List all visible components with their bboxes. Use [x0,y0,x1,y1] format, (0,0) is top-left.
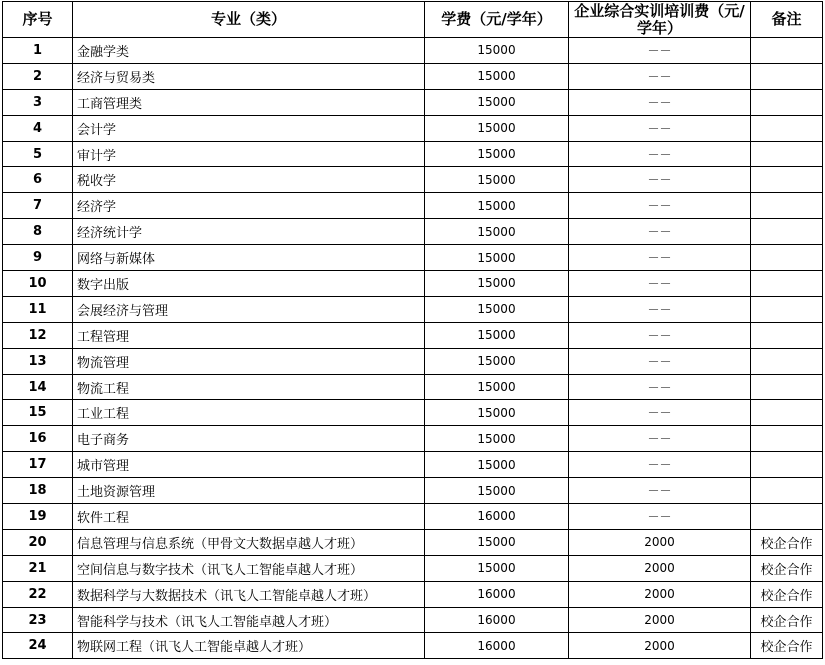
cell-remark[interactable] [751,193,823,219]
cell-remark[interactable] [751,167,823,193]
table-row [3,141,823,167]
cell-training-fee[interactable]: 2000 [569,581,751,607]
header-no[interactable]: 序号 [3,2,73,38]
cell-no[interactable]: 18 [3,478,73,504]
cell-training-fee[interactable]: 2000 [569,633,751,659]
cell-major[interactable]: 工程管理 [73,322,425,348]
cell-major[interactable]: 经济与贸易类 [73,63,425,89]
cell-training-fee[interactable]: －－ [569,167,751,193]
cell-major[interactable]: 土地资源管理 [73,478,425,504]
table-row [3,452,823,478]
cell-no[interactable]: 16 [3,426,73,452]
table-row [3,38,823,64]
cell-fee[interactable]: 15000 [425,245,569,271]
table-row [3,115,823,141]
cell-fee[interactable]: 15000 [425,426,569,452]
cell-remark[interactable] [751,322,823,348]
cell-major[interactable]: 工商管理类 [73,89,425,115]
cell-major[interactable]: 软件工程 [73,504,425,530]
header-fee[interactable]: 学费（元/学年） [425,2,569,38]
cell-major[interactable]: 信息管理与信息系统（甲骨文大数据卓越人才班） [73,529,425,555]
table-header [3,2,823,38]
cell-remark[interactable]: 校企合作 [751,607,823,633]
table-row [3,63,823,89]
cell-remark[interactable] [751,426,823,452]
cell-fee[interactable]: 15000 [425,374,569,400]
cell-fee[interactable]: 15000 [425,478,569,504]
cell-remark[interactable] [751,400,823,426]
cell-fee[interactable]: 16000 [425,581,569,607]
cell-major[interactable]: 空间信息与数字技术（讯飞人工智能卓越人才班） [73,555,425,581]
table-row [3,89,823,115]
cell-major[interactable]: 税收学 [73,167,425,193]
cell-training-fee[interactable]: 2000 [569,555,751,581]
cell-no[interactable]: 9 [3,245,73,271]
cell-remark[interactable]: 校企合作 [751,633,823,659]
cell-no[interactable]: 12 [3,322,73,348]
table-row [3,296,823,322]
cell-no[interactable]: 4 [3,115,73,141]
cell-training-fee[interactable]: －－ [569,89,751,115]
cell-fee[interactable]: 15000 [425,115,569,141]
table-row [3,374,823,400]
cell-no[interactable]: 13 [3,348,73,374]
cell-remark[interactable] [751,271,823,297]
cell-no[interactable]: 5 [3,141,73,167]
cell-training-fee[interactable]: －－ [569,193,751,219]
cell-training-fee[interactable]: －－ [569,63,751,89]
cell-remark[interactable]: 校企合作 [751,555,823,581]
cell-no[interactable]: 19 [3,504,73,530]
cell-training-fee[interactable]: 2000 [569,529,751,555]
cell-training-fee[interactable]: －－ [569,400,751,426]
cell-training-fee[interactable]: －－ [569,38,751,64]
cell-remark[interactable] [751,478,823,504]
table-row [3,400,823,426]
table-row [3,581,823,607]
cell-fee[interactable]: 16000 [425,607,569,633]
cell-remark[interactable] [751,141,823,167]
table-row [3,426,823,452]
cell-no[interactable]: 24 [3,633,73,659]
cell-no[interactable]: 10 [3,271,73,297]
cell-fee[interactable]: 15000 [425,219,569,245]
table-row [3,555,823,581]
cell-fee[interactable]: 15000 [425,555,569,581]
header-training-fee[interactable]: 企业综合实训培训费（元/学年） [569,2,751,38]
cell-no[interactable]: 15 [3,400,73,426]
cell-major[interactable]: 城市管理 [73,452,425,478]
table-row [3,348,823,374]
cell-no[interactable]: 8 [3,219,73,245]
cell-no[interactable]: 17 [3,452,73,478]
cell-major[interactable]: 智能科学与技术（讯飞人工智能卓越人才班） [73,607,425,633]
header-remark[interactable]: 备注 [751,2,823,38]
cell-no[interactable]: 11 [3,296,73,322]
cell-major[interactable]: 数据科学与大数据技术（讯飞人工智能卓越人才班） [73,581,425,607]
cell-fee[interactable]: 15000 [425,271,569,297]
header-row [3,2,823,38]
cell-remark[interactable] [751,504,823,530]
cell-fee[interactable]: 15000 [425,38,569,64]
cell-fee[interactable]: 15000 [425,452,569,478]
table-row [3,529,823,555]
cell-fee[interactable]: 15000 [425,322,569,348]
cell-major[interactable]: 会计学 [73,115,425,141]
table-row [3,193,823,219]
cell-training-fee[interactable]: －－ [569,141,751,167]
cell-no[interactable]: 3 [3,89,73,115]
cell-training-fee[interactable]: －－ [569,296,751,322]
cell-remark[interactable] [751,296,823,322]
header-major[interactable]: 专业（类） [73,2,425,38]
table-row [3,478,823,504]
cell-no[interactable]: 1 [3,38,73,64]
cell-major[interactable]: 经济学 [73,193,425,219]
cell-fee[interactable]: 15000 [425,141,569,167]
cell-remark[interactable] [751,115,823,141]
cell-remark[interactable] [751,219,823,245]
cell-major[interactable]: 物联网工程（讯飞人工智能卓越人才班） [73,633,425,659]
cell-major[interactable]: 工业工程 [73,400,425,426]
cell-no[interactable]: 6 [3,167,73,193]
cell-no[interactable]: 2 [3,63,73,89]
cell-major[interactable]: 金融学类 [73,38,425,64]
cell-training-fee[interactable]: －－ [569,374,751,400]
cell-major[interactable]: 经济统计学 [73,219,425,245]
cell-fee[interactable]: 15000 [425,348,569,374]
cell-fee[interactable]: 16000 [425,633,569,659]
cell-training-fee[interactable]: 2000 [569,607,751,633]
cell-no[interactable]: 7 [3,193,73,219]
cell-training-fee[interactable]: －－ [569,348,751,374]
cell-fee[interactable]: 15000 [425,89,569,115]
cell-major[interactable]: 审计学 [73,141,425,167]
table-row [3,271,823,297]
cell-no[interactable]: 23 [3,607,73,633]
cell-no[interactable]: 21 [3,555,73,581]
cell-major[interactable]: 物流管理 [73,348,425,374]
cell-no[interactable]: 20 [3,529,73,555]
cell-fee[interactable]: 15000 [425,529,569,555]
table-row [3,607,823,633]
cell-fee[interactable]: 15000 [425,193,569,219]
cell-training-fee[interactable]: －－ [569,245,751,271]
cell-training-fee[interactable]: －－ [569,271,751,297]
cell-remark[interactable] [751,348,823,374]
cell-remark[interactable] [751,89,823,115]
tuition-fee-table [2,1,823,659]
cell-major[interactable]: 网络与新媒体 [73,245,425,271]
cell-no[interactable]: 22 [3,581,73,607]
table-row [3,245,823,271]
table-row [3,322,823,348]
cell-training-fee[interactable]: －－ [569,219,751,245]
cell-remark[interactable]: 校企合作 [751,529,823,555]
table-row [3,167,823,193]
cell-major[interactable]: 会展经济与管理 [73,296,425,322]
cell-training-fee[interactable]: －－ [569,115,751,141]
cell-major[interactable]: 物流工程 [73,374,425,400]
cell-fee[interactable]: 15000 [425,63,569,89]
cell-remark[interactable] [751,374,823,400]
table-row [3,633,823,659]
cell-training-fee[interactable]: －－ [569,322,751,348]
cell-remark[interactable]: 校企合作 [751,581,823,607]
cell-no[interactable]: 14 [3,374,73,400]
cell-remark[interactable] [751,38,823,64]
cell-fee[interactable]: 15000 [425,296,569,322]
cell-training-fee[interactable]: －－ [569,478,751,504]
cell-training-fee[interactable]: －－ [569,426,751,452]
table-body [3,38,823,659]
cell-remark[interactable] [751,63,823,89]
cell-remark[interactable] [751,245,823,271]
cell-fee[interactable]: 16000 [425,504,569,530]
cell-remark[interactable] [751,452,823,478]
cell-fee[interactable]: 15000 [425,400,569,426]
table-row [3,504,823,530]
cell-training-fee[interactable]: －－ [569,452,751,478]
table-row [3,219,823,245]
cell-training-fee[interactable]: －－ [569,504,751,530]
cell-major[interactable]: 数字出版 [73,271,425,297]
cell-major[interactable]: 电子商务 [73,426,425,452]
cell-fee[interactable]: 15000 [425,167,569,193]
